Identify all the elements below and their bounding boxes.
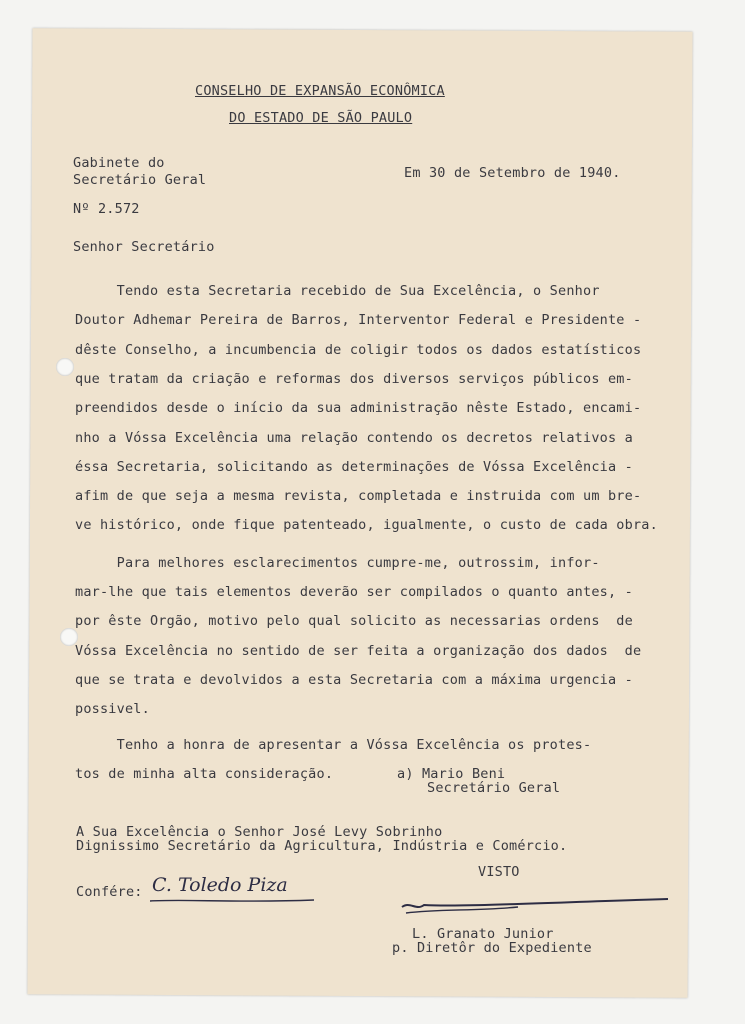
body-line: Tenho a honra de apresentar a Vóssa Excelência os protes-: [75, 736, 592, 753]
body-line: dêste Conselho, a incumbencia de coligir todos os dados estatísticos: [75, 341, 642, 358]
signature-title: Secretário Geral: [427, 780, 561, 796]
footer-signature-title: p. Diretôr do Expediente: [392, 940, 592, 956]
body-line: por êste Orgão, motivo pelo qual solicito as necessarias ordens de: [75, 613, 633, 630]
header-line-1: CONSELHO DE EXPANSÃO ECONÔMICA: [195, 83, 445, 99]
confere-underline: [148, 895, 318, 907]
body-line: Para melhores esclarecimentos cumpre-me, outrossim, infor-: [75, 554, 600, 571]
letter-number: Nº 2.572: [73, 201, 140, 217]
body-line: que tratam da criação e reformas dos diversos serviços públicos em-: [75, 370, 633, 387]
body-line: Doutor Adhemar Pereira de Barros, Interventor Federal e Presidente -: [75, 312, 642, 329]
body-line: preendidos desde o início da sua administração nêste Estado, encami-: [75, 400, 642, 417]
confere-handwritten-signature: C. Toledo Piza: [152, 874, 288, 896]
office-line-1: Gabinete do: [73, 155, 165, 171]
body-line: tos de minha alta consideração.: [75, 765, 334, 782]
confere-label: Confére:: [76, 884, 143, 900]
office-line-2: Secretário Geral: [73, 172, 207, 188]
body-line: Tendo esta Secretaria recebido de Sua Excelência, o Senhor: [75, 283, 600, 299]
body-line: possivel.: [75, 701, 150, 718]
body-line: ve histórico, onde fique patenteado, igualmente, o custo de cada obra.: [75, 517, 658, 534]
body-line: nho a Vóssa Excelência uma relação contendo os decretos relativos a: [75, 429, 633, 446]
body-line: mar-lhe que tais elementos deverão ser compilados o quanto antes, -: [75, 584, 633, 600]
footer-signature-name: L. Granato Junior: [412, 926, 554, 942]
recipient-line-1: A Sua Excelência o Senhor José Levy Sobrinho: [76, 824, 443, 840]
body-line: que se trata e devolvidos a esta Secretaria com a máxima urgencia -: [75, 671, 633, 688]
letter-date: Em 30 de Setembro de 1940.: [404, 165, 621, 181]
body-line: Vóssa Excelência no sentido de ser feita a organização dos dados de: [75, 642, 642, 659]
salutation: Senhor Secretário: [73, 239, 215, 255]
recipient-line-2: Dignissimo Secretário da Agricultura, Indústria e Comércio.: [76, 838, 568, 854]
visto-label: VISTO: [478, 864, 520, 880]
punch-hole-top: [56, 358, 74, 376]
body-line: éssa Secretaria, solicitando as determinações de Vóssa Excelência -: [75, 458, 633, 475]
signature-name: a) Mario Beni: [397, 766, 506, 782]
header-line-2: DO ESTADO DE SÃO PAULO: [229, 110, 413, 126]
granato-signature-scribble: [398, 895, 678, 925]
body-line: afim de que seja a mesma revista, completada e instruida com um bre-: [75, 488, 642, 505]
